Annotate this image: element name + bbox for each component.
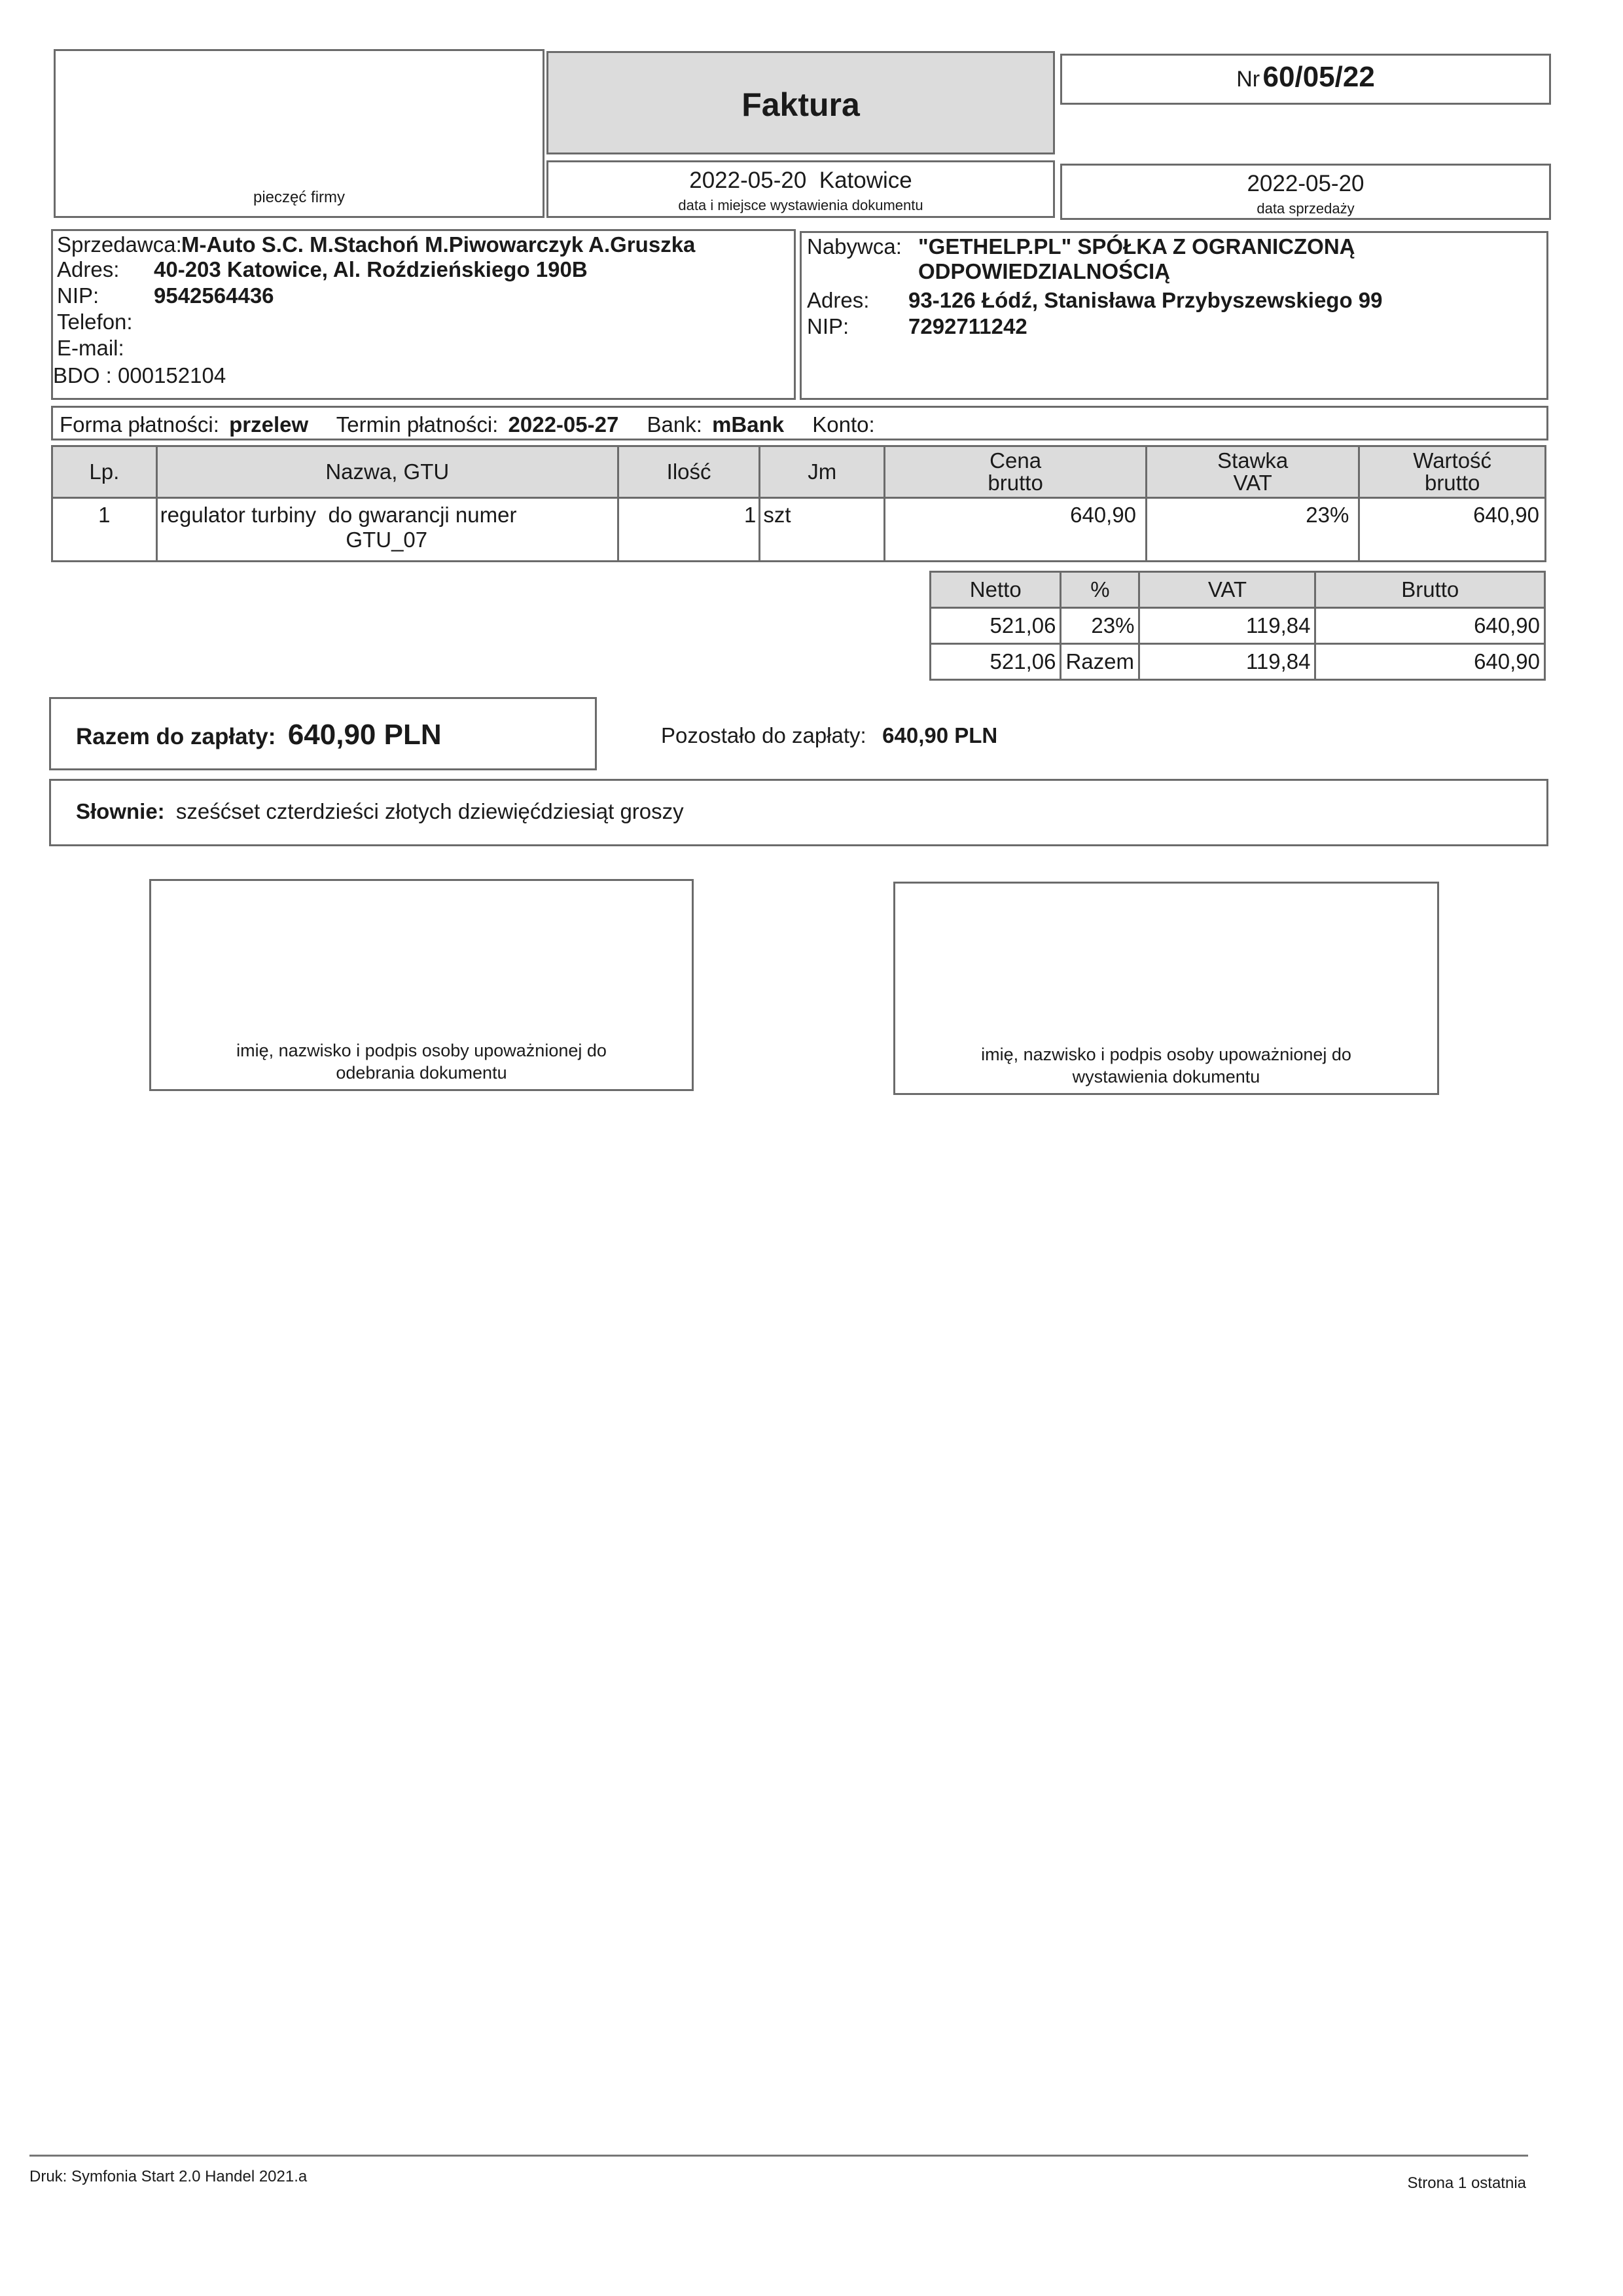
payment-info-line — [60, 412, 883, 437]
buyer-address-label: Adres: — [807, 288, 870, 312]
items-table — [51, 445, 1546, 562]
seller-address: 40-203 Katowice, Al. Roździeńskiego 190B — [154, 257, 588, 281]
table-row — [52, 498, 1546, 562]
footer-printed-by: Druk: Symfonia Start 2.0 Handel 2021.a — [29, 2168, 308, 2185]
remaining-due-label: Pozostało do zapłaty: — [661, 723, 866, 747]
invoice-number — [1062, 61, 1549, 94]
buyer-address: 93-126 Łódź, Stanisława Przybyszewskiego 99 — [908, 288, 1383, 312]
column-header-vat-line2: VAT — [1233, 471, 1272, 495]
buyer-address-row — [807, 288, 1383, 313]
issue-date-box — [546, 160, 1055, 218]
buyer-nip-row — [807, 314, 1027, 339]
summary-total-net: 521,06 — [931, 644, 1061, 680]
payment-info-bar — [51, 406, 1548, 440]
column-header-lp: Lp. — [52, 446, 157, 498]
item-qty: 1 — [618, 498, 759, 562]
column-header-price-line1: Cena — [990, 448, 1042, 473]
summary-header-net: Netto — [931, 572, 1061, 608]
receiver-signature-label — [151, 1039, 692, 1084]
column-header-price-line2: brutto — [988, 471, 1043, 495]
column-header-vat-rate — [1147, 446, 1359, 498]
buyer-name-row — [807, 234, 1355, 259]
buyer-name-line2-row — [918, 259, 1170, 284]
column-header-name: Nazwa, GTU — [156, 446, 618, 498]
seller-phone-row — [57, 310, 133, 334]
item-unit: szt — [760, 498, 885, 562]
sale-date-label: data sprzedaży — [1257, 200, 1355, 217]
seller-address-label: Adres: — [57, 257, 120, 281]
seller-phone-label: Telefon: — [57, 310, 133, 334]
document-title: Faktura — [741, 86, 860, 123]
buyer-nip-label: NIP: — [807, 314, 849, 338]
issuer-signature-label-line2: wystawienia dokumentu — [1072, 1067, 1260, 1086]
summary-header-rate: % — [1061, 572, 1139, 608]
seller-nip-row — [57, 283, 274, 308]
summary-row — [931, 608, 1545, 644]
item-name: regulator turbiny do gwarancji numer — [160, 503, 517, 527]
buyer-name-line1: "GETHELP.PL" SPÓŁKA Z OGRANICZONĄ — [918, 234, 1355, 259]
document-title-box — [546, 51, 1055, 154]
summary-net: 521,06 — [931, 608, 1061, 644]
buyer-nip: 7292711242 — [908, 314, 1027, 338]
column-header-value-line2: brutto — [1424, 471, 1480, 495]
total-due-label: Razem do zapłaty: — [76, 724, 276, 749]
receiver-signature-box — [149, 879, 694, 1091]
seller-nip-label: NIP: — [57, 283, 99, 308]
seller-name: M-Auto S.C. M.Stachoń M.Piwowarczyk A.Gruszka — [181, 232, 696, 257]
summary-header-gross: Brutto — [1315, 572, 1545, 608]
summary-total-label: Razem — [1061, 644, 1139, 680]
summary-total-vat: 119,84 — [1139, 644, 1315, 680]
seller-name-label: Sprzedawca: — [57, 232, 182, 257]
item-lp: 1 — [52, 498, 157, 562]
amount-in-words — [76, 799, 684, 824]
summary-header-row — [931, 572, 1545, 608]
seller-email-label: E-mail: — [57, 336, 124, 360]
issuer-signature-box — [893, 882, 1439, 1095]
summary-header-vat: VAT — [1139, 572, 1315, 608]
amount-in-words-label: Słownie: — [76, 799, 165, 823]
receiver-signature-label-line2: odebrania dokumentu — [336, 1063, 507, 1083]
column-header-value-gross — [1359, 446, 1546, 498]
sale-date: 2022-05-20 — [1247, 171, 1364, 196]
item-name-cell — [156, 498, 618, 562]
receiver-signature-label-line1: imię, nazwisko i podpis osoby upoważnionej do — [236, 1041, 607, 1060]
seller-name-row — [57, 232, 695, 257]
sale-date-box — [1060, 164, 1551, 220]
summary-rate: 23% — [1061, 608, 1139, 644]
seller-box — [51, 229, 796, 400]
column-header-vat-line1: Stawka — [1217, 448, 1289, 473]
column-header-price-gross — [885, 446, 1147, 498]
seller-nip: 9542564436 — [154, 283, 274, 308]
bank-name: mBank — [712, 412, 785, 437]
payment-method-label: Forma płatności: — [60, 412, 219, 437]
issuer-signature-label-line1: imię, nazwisko i podpis osoby upoważnionej do — [981, 1045, 1351, 1064]
footer-divider — [29, 2155, 1528, 2157]
payment-due-date: 2022-05-27 — [508, 412, 619, 437]
item-vat-rate: 23% — [1147, 498, 1359, 562]
issue-date-place: 2022-05-20 Katowice — [689, 168, 912, 193]
total-due-value: 640,90 PLN — [287, 719, 442, 751]
summary-gross: 640,90 — [1315, 608, 1545, 644]
bank-label: Bank: — [647, 412, 702, 437]
items-header-row — [52, 446, 1546, 498]
company-stamp-box — [54, 49, 544, 218]
amount-in-words-box — [49, 779, 1548, 846]
stamp-label: pieczęć firmy — [253, 188, 346, 206]
item-price-gross: 640,90 — [885, 498, 1147, 562]
column-header-qty: Ilość — [618, 446, 759, 498]
invoice-number-value: 60/05/22 — [1262, 61, 1375, 93]
buyer-name-label: Nabywca: — [807, 234, 902, 259]
item-gtu: GTU_07 — [346, 528, 428, 552]
invoice-number-box — [1060, 54, 1551, 105]
summary-vat: 119,84 — [1139, 608, 1315, 644]
issue-date-label: data i miejsce wystawienia dokumentu — [678, 197, 923, 213]
buyer-name-line2: ODPOWIEDZIALNOŚCIĄ — [918, 259, 1170, 283]
footer-page-number: Strona 1 ostatnia — [1407, 2174, 1526, 2192]
issuer-signature-label — [895, 1043, 1437, 1088]
remaining-due — [661, 723, 997, 748]
payment-due-label: Termin płatności: — [336, 412, 499, 437]
column-header-unit: Jm — [760, 446, 885, 498]
buyer-box — [800, 231, 1548, 400]
summary-total-row — [931, 644, 1545, 680]
seller-bdo: BDO : 000152104 — [53, 363, 226, 387]
total-due — [76, 719, 442, 751]
seller-email-row — [57, 336, 124, 361]
account-label: Konto: — [812, 412, 875, 437]
amount-in-words-value: sześćset czterdzieści złotych dziewięćdziesiąt groszy — [175, 799, 684, 823]
payment-method: przelew — [229, 412, 309, 437]
vat-summary-table — [929, 571, 1546, 681]
remaining-due-value: 640,90 PLN — [882, 723, 998, 747]
summary-total-gross: 640,90 — [1315, 644, 1545, 680]
column-header-value-line1: Wartość — [1413, 448, 1492, 473]
total-due-box — [49, 697, 597, 770]
invoice-number-prefix: Nr — [1236, 67, 1260, 92]
seller-address-row — [57, 257, 588, 282]
item-value-gross: 640,90 — [1359, 498, 1546, 562]
